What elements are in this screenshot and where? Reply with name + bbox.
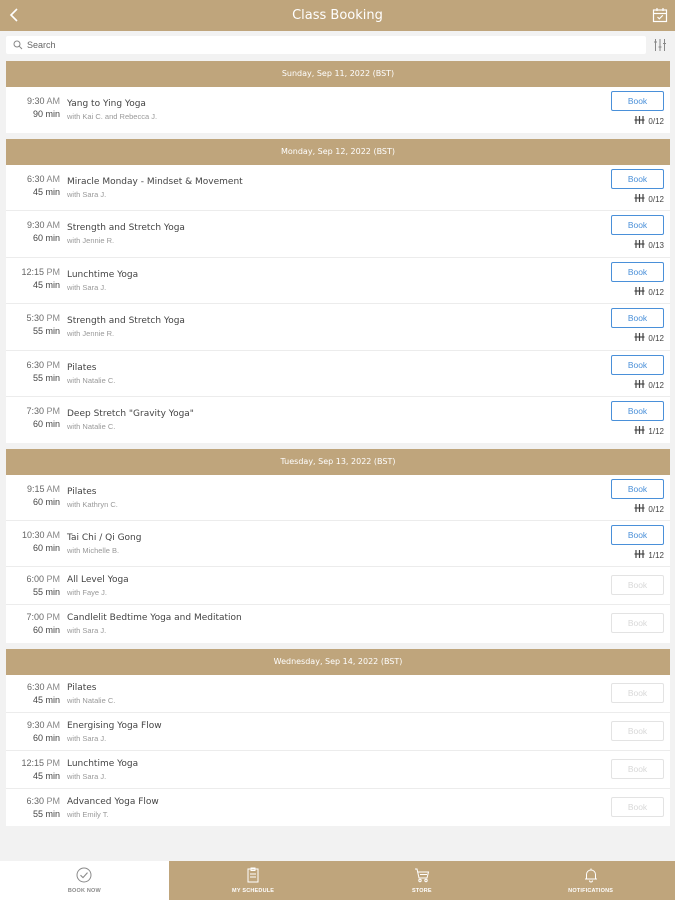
calendar-icon[interactable] [652, 7, 668, 23]
class-instructor: with Sara J. [67, 283, 107, 292]
class-start-time: 6:30 [26, 796, 44, 806]
class-ampm: AM [46, 174, 60, 184]
class-instructor: with Natalie C. [67, 422, 116, 431]
class-start-time: 7:30 [26, 406, 44, 416]
class-name: Miracle Monday - Mindset & Movement [67, 177, 243, 187]
day-section [6, 449, 670, 643]
capacity-indicator [634, 425, 664, 437]
class-name: Lunchtime Yoga [67, 270, 139, 280]
class-name: Yang to Ying Yoga [67, 99, 146, 109]
book-button: Book [611, 613, 664, 633]
class-duration: 90 min [32, 109, 60, 119]
class-ampm: AM [46, 682, 60, 692]
class-instructor: with Jennie R. [67, 236, 115, 245]
class-instructor: with Sara J. [67, 772, 107, 781]
class-ampm: PM [46, 612, 60, 622]
class-duration: 60 min [32, 497, 60, 507]
capacity-icon [634, 115, 645, 127]
class-name: Candlelit Bedtime Yoga and Meditation [67, 613, 242, 623]
class-schedule-list [6, 61, 670, 832]
class-duration: 60 min [32, 419, 60, 429]
book-button[interactable]: Book [611, 262, 664, 282]
tab-notifications[interactable] [506, 861, 675, 900]
class-start-time: 5:30 [26, 313, 44, 323]
class-name: Lunchtime Yoga [67, 759, 139, 769]
class-duration: 45 min [32, 280, 60, 290]
capacity-count: 0/12 [648, 194, 664, 204]
capacity-count: 0/13 [648, 240, 664, 250]
class-name: Pilates [67, 683, 97, 693]
class-duration: 55 min [32, 809, 60, 819]
class-row[interactable] [6, 87, 670, 133]
class-start-time: 7:00 [26, 612, 44, 622]
capacity-indicator [634, 239, 664, 251]
class-ampm: PM [46, 574, 60, 584]
class-row[interactable] [6, 605, 670, 643]
class-ampm: PM [46, 758, 60, 768]
tab-label: MY SCHEDULE [232, 888, 275, 894]
class-instructor: with Michelle B. [67, 546, 120, 555]
page-title: Class Booking [292, 8, 383, 23]
capacity-count: 0/12 [648, 287, 664, 297]
capacity-count: 0/12 [648, 504, 664, 514]
tab-label: BOOK NOW [67, 888, 101, 894]
tab-book-now[interactable] [0, 861, 169, 900]
book-button[interactable]: Book [611, 479, 664, 499]
book-button: Book [611, 575, 664, 595]
tab-label: NOTIFICATIONS [568, 888, 614, 894]
class-duration: 45 min [32, 187, 60, 197]
capacity-icon [634, 332, 645, 344]
capacity-icon [634, 503, 645, 515]
tab-label: STORE [411, 888, 432, 894]
class-duration: 55 min [32, 373, 60, 383]
class-start-time: 12:15 [21, 758, 44, 768]
search-row [0, 31, 675, 58]
class-ampm: PM [46, 267, 60, 277]
capacity-icon [634, 425, 645, 437]
day-section [6, 61, 670, 133]
class-name: Strength and Stretch Yoga [67, 223, 185, 233]
class-ampm: AM [46, 220, 60, 230]
class-start-time: 6:30 [26, 682, 45, 692]
class-ampm: AM [46, 530, 60, 540]
class-name: Energising Yoga Flow [67, 721, 162, 731]
book-button[interactable]: Book [611, 355, 664, 375]
class-name: Advanced Yoga Flow [67, 797, 159, 807]
class-instructor: with Sara J. [67, 190, 107, 199]
class-duration: 45 min [32, 695, 60, 705]
class-instructor: with Natalie C. [67, 376, 116, 385]
capacity-indicator [634, 549, 664, 561]
search-icon [13, 40, 23, 50]
class-duration: 60 min [32, 733, 60, 743]
tab-my-schedule[interactable] [169, 861, 338, 900]
book-button[interactable]: Book [611, 308, 664, 328]
class-row[interactable] [6, 751, 670, 789]
class-name: Pilates [67, 363, 97, 373]
class-row[interactable] [6, 713, 670, 751]
capacity-indicator [634, 379, 664, 391]
class-instructor: with Faye J. [67, 588, 108, 597]
capacity-indicator [634, 286, 664, 298]
class-row[interactable] [6, 211, 670, 258]
filter-sliders-icon[interactable] [653, 38, 667, 52]
class-ampm: PM [46, 360, 60, 370]
book-button[interactable]: Book [611, 401, 664, 421]
class-row[interactable] [6, 351, 670, 397]
class-start-time: 6:30 [26, 174, 45, 184]
day-header: Monday, Sep 12, 2022 (BST) [6, 139, 670, 165]
class-row[interactable] [6, 521, 670, 567]
day-header: Tuesday, Sep 13, 2022 (BST) [6, 449, 670, 475]
class-instructor: with Sara J. [67, 734, 107, 743]
capacity-icon [634, 379, 645, 391]
book-button[interactable]: Book [611, 91, 664, 111]
class-instructor: with Sara J. [67, 626, 107, 635]
book-button: Book [611, 759, 664, 779]
class-instructor: with Kai C. and Rebecca J. [67, 112, 158, 121]
class-instructor: with Natalie C. [67, 696, 116, 705]
search-input[interactable] [27, 38, 627, 52]
capacity-icon [634, 239, 645, 251]
book-button: Book [611, 683, 664, 703]
class-start-time: 6:30 [26, 360, 44, 370]
class-start-time: 12:15 [21, 267, 44, 277]
day-section [6, 139, 670, 443]
capacity-icon [634, 193, 645, 205]
capacity-count: 1/12 [648, 550, 664, 560]
class-row[interactable] [6, 258, 670, 304]
capacity-count: 0/12 [648, 116, 664, 126]
class-start-time: 9:30 [26, 720, 45, 730]
class-name: Pilates [67, 487, 97, 497]
class-duration: 55 min [32, 587, 60, 597]
book-button: Book [611, 721, 664, 741]
book-button[interactable]: Book [611, 525, 664, 545]
class-row[interactable] [6, 675, 670, 713]
day-header: Wednesday, Sep 14, 2022 (BST) [6, 649, 670, 675]
class-ampm: AM [46, 96, 60, 106]
class-start-time: 9:15 [26, 484, 45, 494]
day-section [6, 649, 670, 826]
class-ampm: PM [46, 313, 60, 323]
class-name: Strength and Stretch Yoga [67, 316, 185, 326]
class-duration: 45 min [32, 771, 60, 781]
class-duration: 60 min [32, 233, 60, 243]
class-instructor: with Kathryn C. [67, 500, 118, 509]
class-instructor: with Emily T. [67, 810, 109, 819]
capacity-count: 1/12 [648, 426, 664, 436]
class-row[interactable] [6, 567, 670, 605]
capacity-count: 0/12 [648, 333, 664, 343]
class-start-time: 9:30 [26, 220, 45, 230]
book-button[interactable]: Book [611, 169, 664, 189]
book-button: Book [611, 797, 664, 817]
class-duration: 55 min [32, 326, 60, 336]
capacity-icon [634, 286, 645, 298]
capacity-indicator [634, 332, 664, 344]
class-name: All Level Yoga [67, 575, 129, 585]
class-start-time: 6:00 [26, 574, 44, 584]
capacity-icon [634, 549, 645, 561]
class-instructor: with Jennie R. [67, 329, 115, 338]
class-ampm: PM [46, 796, 60, 806]
class-row[interactable] [6, 475, 670, 521]
class-name: Deep Stretch "Gravity Yoga" [67, 409, 194, 419]
day-header: Sunday, Sep 11, 2022 (BST) [6, 61, 670, 87]
class-ampm: PM [46, 406, 60, 416]
search-box[interactable] [6, 36, 646, 54]
capacity-count: 0/12 [648, 380, 664, 390]
capacity-indicator [634, 503, 664, 515]
class-name: Tai Chi / Qi Gong [67, 533, 142, 543]
book-button[interactable]: Book [611, 215, 664, 235]
class-duration: 60 min [32, 543, 60, 553]
class-row[interactable] [6, 789, 670, 826]
class-ampm: AM [46, 720, 60, 730]
tab-store[interactable] [338, 861, 507, 900]
class-row[interactable] [6, 165, 670, 211]
capacity-indicator [634, 115, 664, 127]
class-ampm: AM [46, 484, 60, 494]
class-row[interactable] [6, 397, 670, 443]
class-start-time: 9:30 [26, 96, 45, 106]
top-bar [0, 0, 675, 31]
capacity-indicator [634, 193, 664, 205]
class-start-time: 10:30 [21, 530, 45, 540]
bottom-tab-bar [0, 861, 675, 900]
class-row[interactable] [6, 304, 670, 351]
class-duration: 60 min [32, 625, 60, 635]
